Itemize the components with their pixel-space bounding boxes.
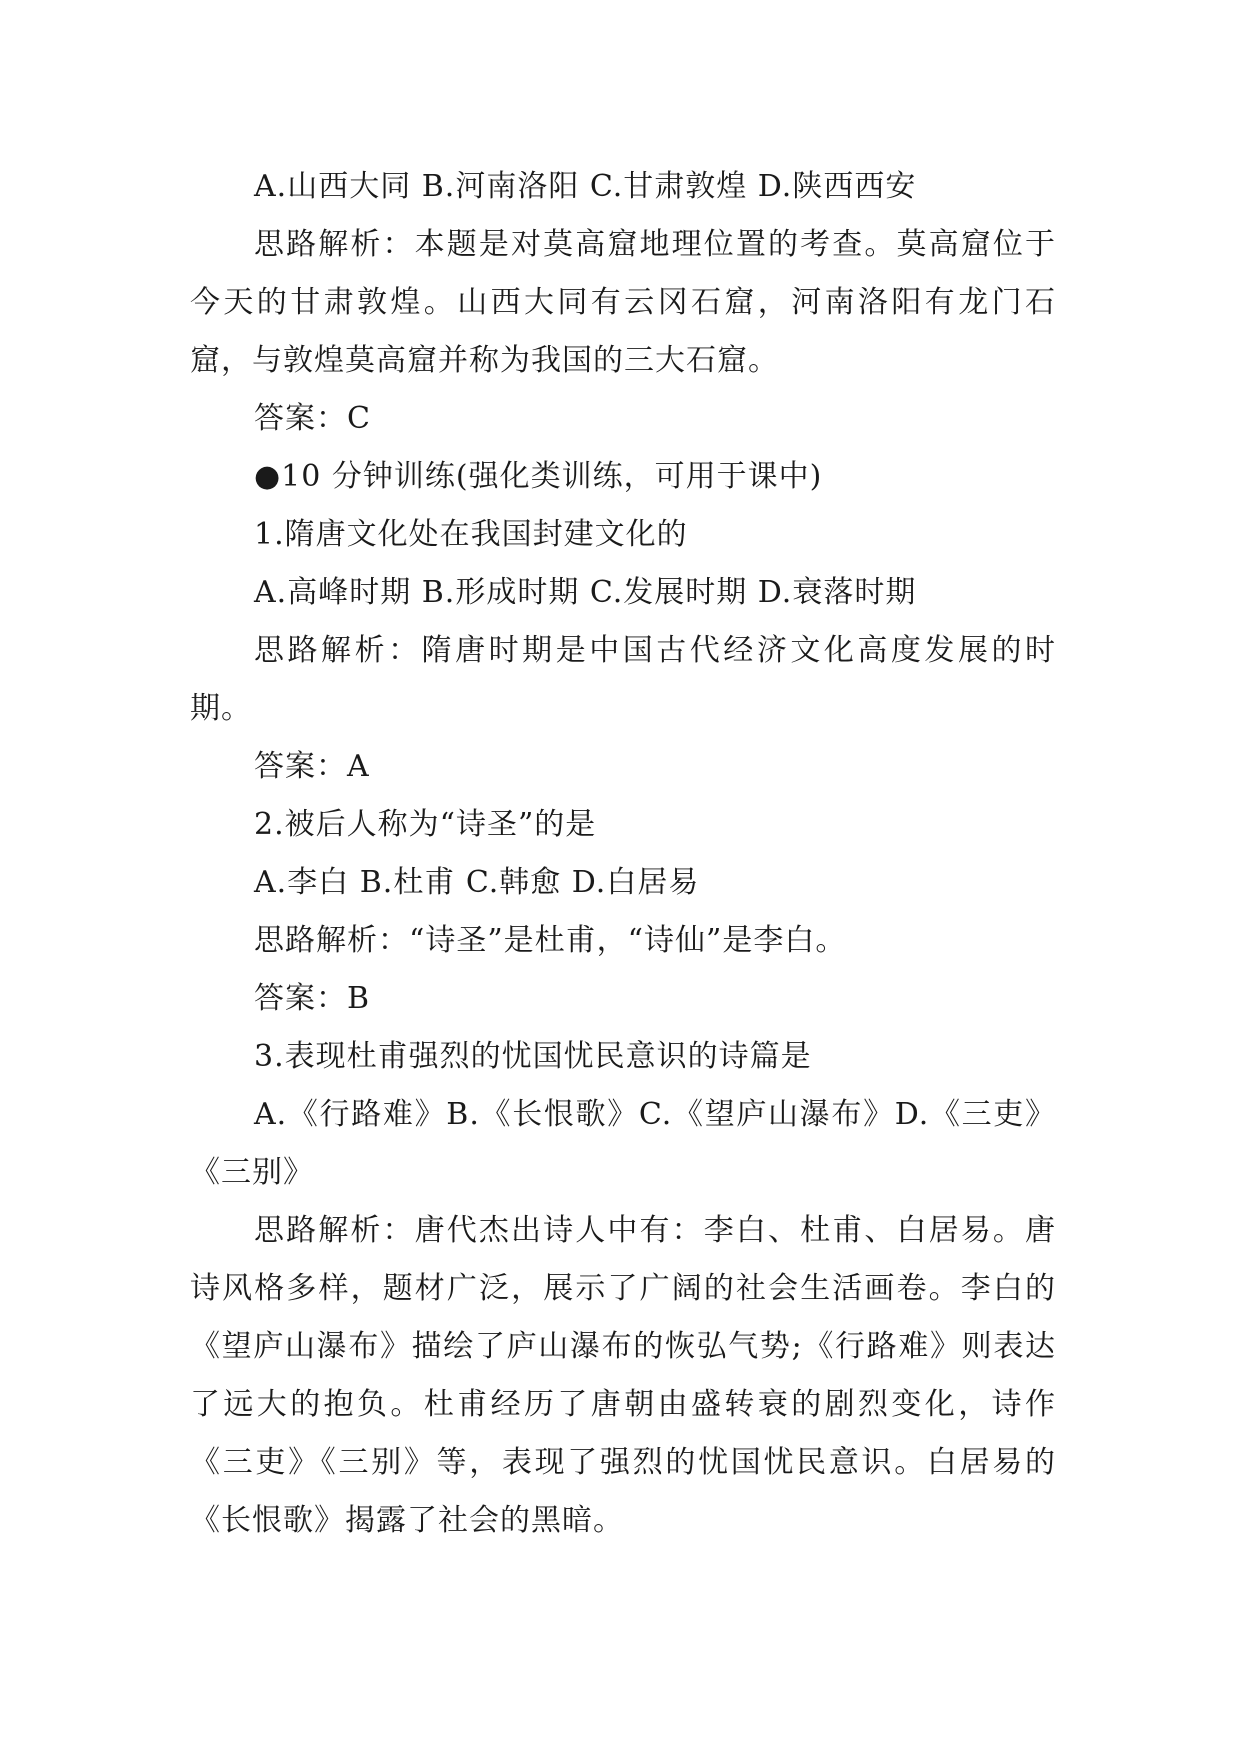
q-options-location: A.山西大同 B.河南洛阳 C.甘肃敦煌 D.陕西西安 [254, 169, 917, 204]
section-heading-training: ●10 分钟训练(强化类训练，可用于课中) [254, 459, 823, 494]
document-body [190, 158, 1056, 1550]
question-1: 1.隋唐文化处在我国封建文化的 [254, 517, 688, 552]
question-3-options: A.《行路难》B.《长恨歌》C.《望庐山瀑布》D.《三吏》《三别》 [190, 1097, 1056, 1190]
question-2-answer: 答案：B [254, 981, 371, 1016]
question-1-analysis: 思路解析：隋唐时期是中国古代经济文化高度发展的时期。 [190, 633, 1056, 726]
answer-location: 答案：C [254, 401, 371, 436]
question-1-answer: 答案：A [254, 749, 370, 784]
analysis-location: 思路解析：本题是对莫高窟地理位置的考查。莫高窟位于今天的甘肃敦煌。山西大同有云冈石窟，河南洛阳有龙门石窟，与敦煌莫高窟并称为我国的三大石窟。 [190, 227, 1056, 378]
question-3-analysis: 思路解析：唐代杰出诗人中有：李白、杜甫、白居易。唐诗风格多样，题材广泛，展示了广阔的社会生活画卷。李白的《望庐山瀑布》描绘了庐山瀑布的恢弘气势;《行路难》则表达了远大的抱负。杜甫经历了唐朝由盛转衰的剧烈变化，诗作《三吏》《三别》等，表现了强烈的忧国忧民意识。白居易的《长恨歌》揭露了社会的黑暗。 [190, 1213, 1056, 1538]
question-2-options: A.李白 B.杜甫 C.韩愈 D.白居易 [254, 865, 700, 900]
question-2-analysis: 思路解析：“诗圣”是杜甫，“诗仙”是李白。 [254, 923, 847, 958]
question-3: 3.表现杜甫强烈的忧国忧民意识的诗篇是 [254, 1039, 812, 1074]
question-2: 2.被后人称为“诗圣”的是 [254, 807, 597, 842]
question-1-options: A.高峰时期 B.形成时期 C.发展时期 D.衰落时期 [254, 575, 917, 610]
